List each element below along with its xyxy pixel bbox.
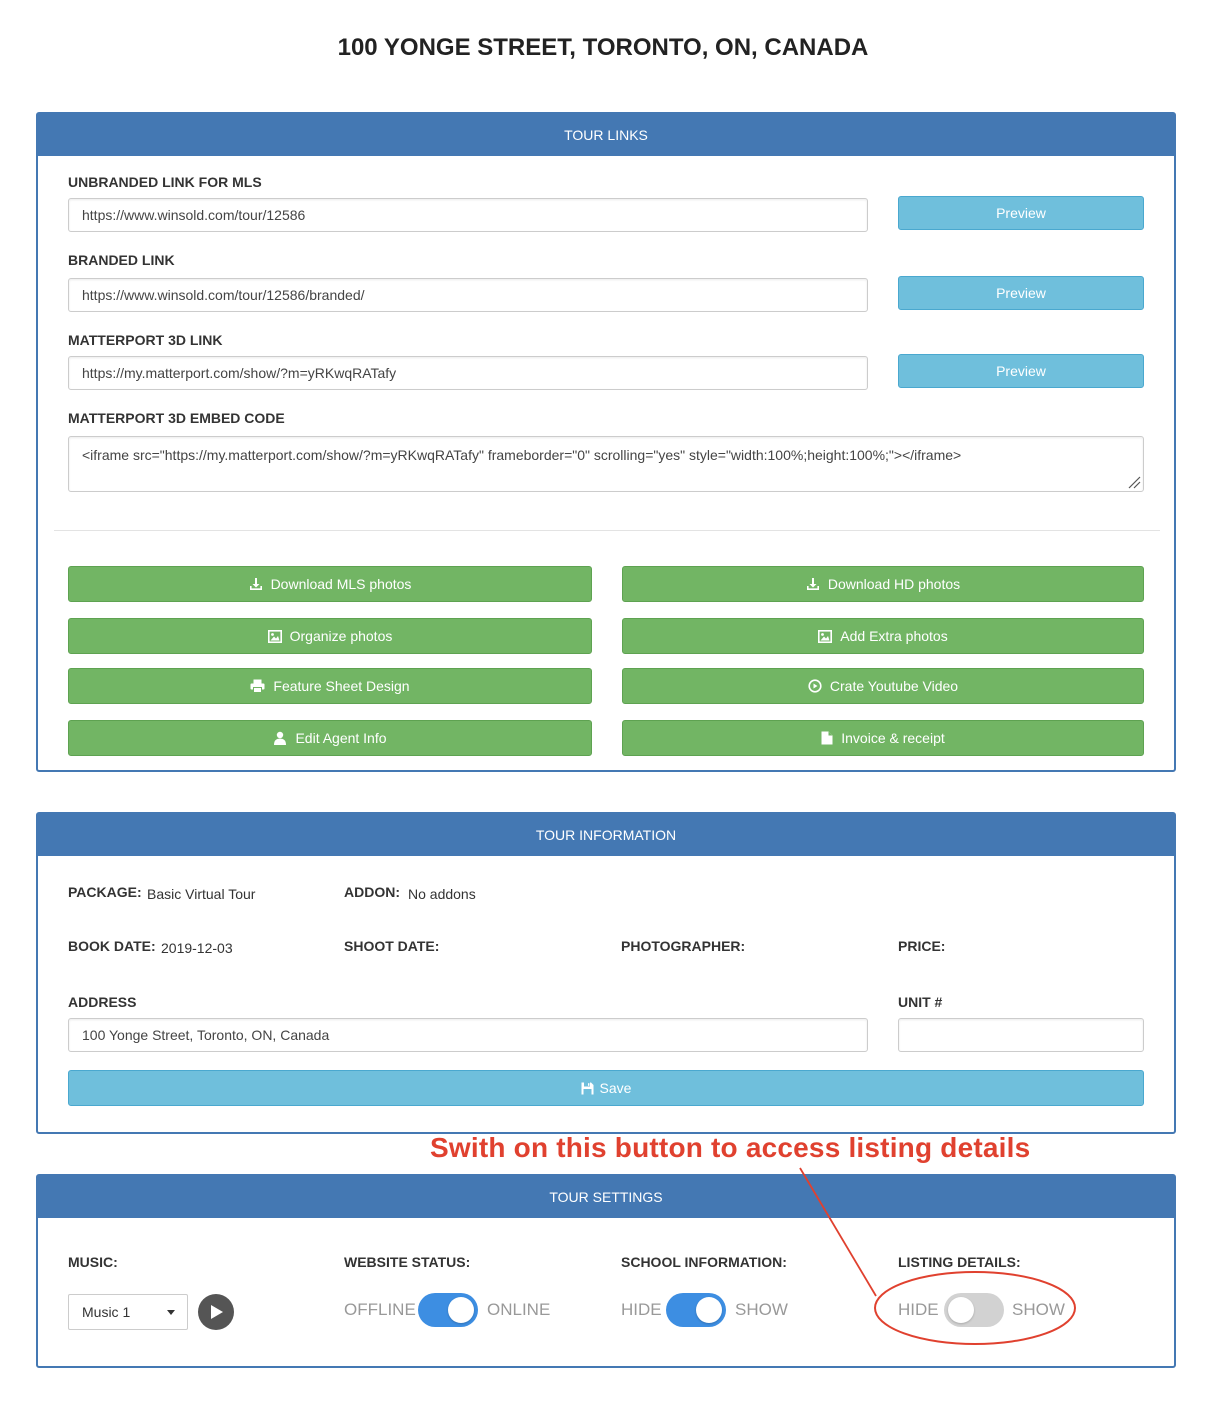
embed-code-label: MATTERPORT 3D EMBED CODE [68,410,285,426]
photographer-label: PHOTOGRAPHER: [621,938,746,954]
download-icon [806,577,820,591]
website-status-label: WEBSITE STATUS: [344,1254,471,1270]
invoice-receipt-button[interactable] [622,720,1144,756]
branded-link-input[interactable]: https://www.winsold.com/tour/12586/branded/ [68,278,868,312]
listing-hide-label: HIDE [898,1300,939,1319]
organize-photos-button[interactable] [68,618,592,654]
download-mls-photos-button[interactable] [68,566,592,602]
create-youtube-video-button[interactable] [622,668,1144,704]
tour-links-panel [36,112,1176,772]
action-label: Download HD photos [827,576,961,592]
listing-show-label: SHOW [1012,1300,1065,1319]
music-select[interactable] [68,1294,188,1330]
shoot-date-label: SHOOT DATE: [344,938,440,954]
listing-details-label: LISTING DETAILS: [898,1254,1021,1270]
school-hide-label: HIDE [621,1300,662,1319]
resize-grip-icon[interactable] [1127,475,1141,489]
school-information-label: SCHOOL INFORMATION: [621,1254,787,1270]
save-label: Save [599,1080,632,1096]
addon-value: No addons [408,886,476,902]
music-play-button[interactable] [198,1294,234,1330]
play-circle-icon [808,679,822,693]
school-information-toggle[interactable] [666,1293,726,1327]
address-label: ADDRESS [68,994,137,1010]
website-offline-label: OFFLINE [344,1300,416,1319]
matterport-link-input[interactable]: https://my.matterport.com/show/?m=yRKwqRATafy [68,356,868,390]
unbranded-link-input[interactable]: https://www.winsold.com/tour/12586 [68,198,868,232]
tour-links-heading: TOUR LINKS [38,114,1174,156]
school-show-label: SHOW [735,1300,788,1319]
toggle-knob [448,1297,474,1323]
tour-information-panel [36,812,1176,1134]
download-hd-photos-button[interactable] [622,566,1144,602]
embed-code-textarea[interactable] [68,436,1144,492]
music-label: MUSIC: [68,1254,118,1270]
section-divider [54,530,1160,531]
action-label: Feature Sheet Design [273,678,410,694]
branded-link-label: BRANDED LINK [68,252,175,268]
music-selected-value: Music 1 [82,1304,131,1320]
package-label: PACKAGE: [68,884,142,900]
book-date-label: BOOK DATE: [68,938,156,954]
website-online-label: ONLINE [487,1300,551,1319]
unbranded-link-label: UNBRANDED LINK FOR MLS [68,174,262,190]
annotation-callout-text: Swith on this button to access listing details [430,1132,1031,1163]
listing-details-toggle[interactable] [944,1293,1004,1327]
book-date-value: 2019-12-03 [161,940,233,956]
matterport-link-label: MATTERPORT 3D LINK [68,332,223,348]
edit-agent-info-button[interactable] [68,720,592,756]
feature-sheet-design-button[interactable] [68,668,592,704]
floppy-disk-icon [581,1082,594,1095]
action-label: Crate Youtube Video [829,678,959,694]
user-icon [273,731,287,745]
download-icon [249,577,263,591]
action-label: Invoice & receipt [841,730,945,746]
price-label: PRICE: [898,938,946,954]
embed-code-text: <iframe src="https://my.matterport.com/show/?m=yRKwqRATafy" frameborder="0" scrolling="yes" style="width:100%;height:100%;"></iframe> [82,447,962,463]
tour-information-heading: TOUR INFORMATION [38,814,1174,856]
save-button[interactable] [68,1070,1144,1106]
matterport-preview-button[interactable]: Preview [898,354,1144,388]
addon-label: ADDON: [344,884,400,900]
add-extra-photos-button[interactable] [622,618,1144,654]
picture-icon [818,630,832,643]
unit-label: UNIT # [898,994,943,1010]
action-label: Add Extra photos [840,628,948,644]
toggle-knob [696,1297,722,1323]
unit-input[interactable] [898,1018,1144,1052]
toggle-knob [948,1297,974,1323]
picture-icon [268,630,282,643]
file-icon [821,731,833,745]
page-title: 100 YONGE STREET, TORONTO, ON, CANADA [337,34,869,61]
tour-settings-panel [36,1174,1176,1368]
print-icon [250,679,265,693]
action-label: Download MLS photos [270,576,412,592]
address-input[interactable]: 100 Yonge Street, Toronto, ON, Canada [68,1018,868,1052]
tour-settings-heading: TOUR SETTINGS [38,1176,1174,1218]
package-value: Basic Virtual Tour [147,886,256,902]
action-label: Organize photos [289,628,393,644]
action-label: Edit Agent Info [295,730,387,746]
caret-down-icon [167,1310,175,1315]
website-status-toggle[interactable] [418,1293,478,1327]
branded-preview-button[interactable]: Preview [898,276,1144,310]
play-icon [210,1304,224,1320]
unbranded-preview-button[interactable]: Preview [898,196,1144,230]
